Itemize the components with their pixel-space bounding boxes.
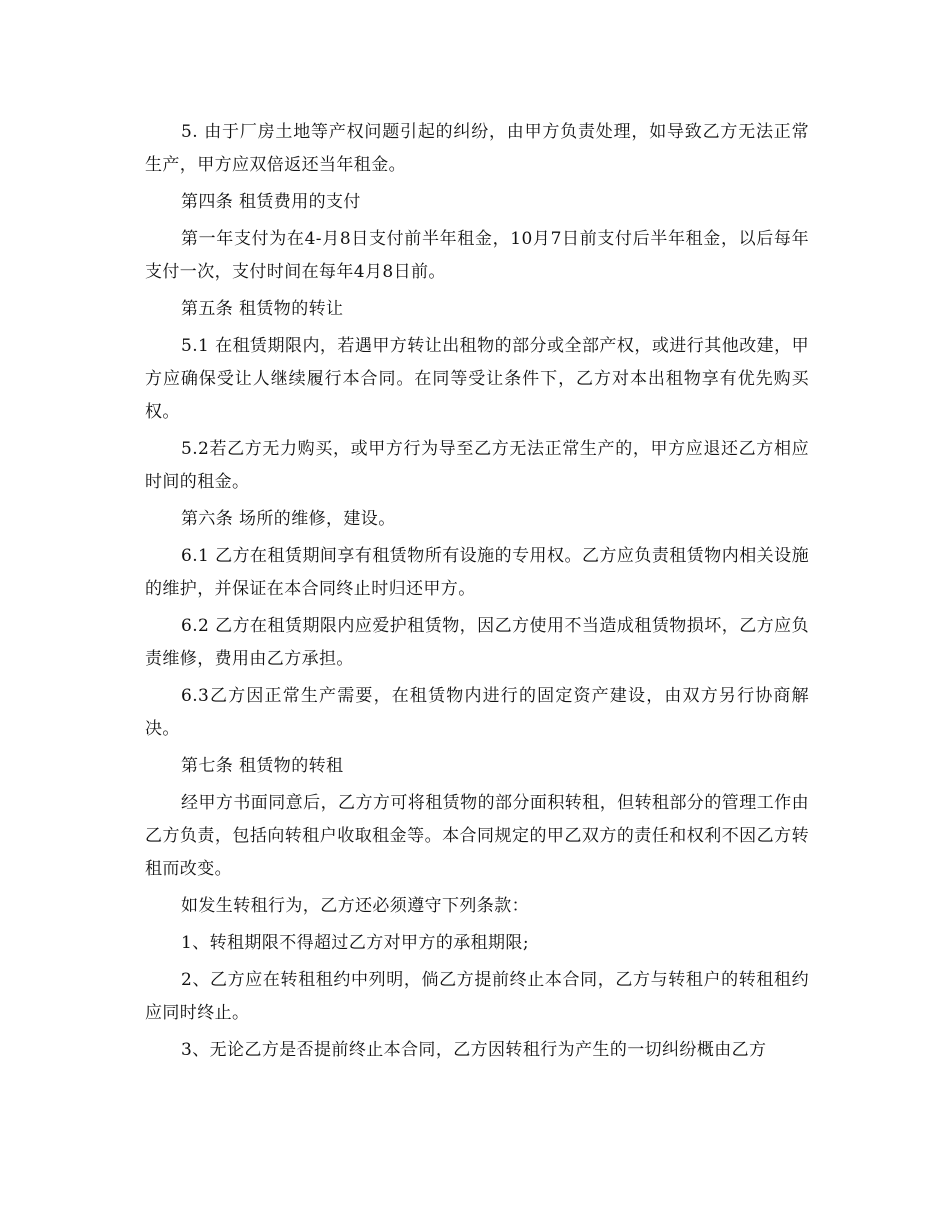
- paragraph: 1、转租期限不得超过乙方对甲方的承租期限;: [181, 933, 529, 953]
- document-page: [145, 116, 809, 1067]
- section-heading: 第六条 场所的维修，建设。: [181, 509, 396, 529]
- paragraph: 6.1 乙方在租赁期间享有租赁物所有设施的专用权。乙方应负责租赁物内相关设施的维护，并保证在本合同终止时归还甲方。: [145, 546, 809, 599]
- paragraph: 经甲方书面同意后，乙方方可将租赁物的部分面积转租，但转租部分的管理工作由乙方负责，包括向转租户收取租金等。本合同规定的甲乙双方的责任和权利不因乙方转租而改变。: [145, 793, 809, 879]
- paragraph: 5. 由于厂房土地等产权问题引起的纠纷，由甲方负责处理，如导致乙方无法正常生产，甲方应双倍返还当年租金。: [145, 122, 809, 175]
- paragraph: 5.1 在租赁期限内，若遇甲方转让出租物的部分或全部产权，或进行其他改建，甲方应确保受让人继续履行本合同。在同等受让条件下，乙方对本出租物享有优先购买权。: [145, 336, 809, 422]
- section-heading: 第七条 租赁物的转租: [181, 756, 344, 776]
- paragraph: 如发生转租行为，乙方还必须遵守下列条款：: [181, 896, 529, 916]
- section-heading: 第五条 租赁物的转让: [181, 299, 344, 319]
- paragraph: 6.3乙方因正常生产需要，在租赁物内进行的固定资产建设，由双方另行协商解决。: [145, 686, 809, 739]
- paragraph: 6.2 乙方在租赁期限内应爱护租赁物，因乙方使用不当造成租赁物损坏，乙方应负责维修，费用由乙方承担。: [145, 616, 809, 669]
- paragraph: 5.2若乙方无力购买，或甲方行为导至乙方无法正常生产的，甲方应退还乙方相应时间的租金。: [145, 439, 809, 492]
- section-heading: 第四条 租赁费用的支付: [181, 192, 361, 212]
- paragraph: 3、无论乙方是否提前终止本合同，乙方因转租行为产生的一切纠纷概由乙方: [181, 1040, 767, 1060]
- paragraph: 第一年支付为在4-月8日支付前半年租金，10月7日前支付后半年租金，以后每年支付一次，支付时间在每年4月8日前。: [145, 229, 809, 282]
- paragraph: 2、乙方应在转租租约中列明，倘乙方提前终止本合同，乙方与转租户的转租租约应同时终止。: [145, 970, 809, 1023]
